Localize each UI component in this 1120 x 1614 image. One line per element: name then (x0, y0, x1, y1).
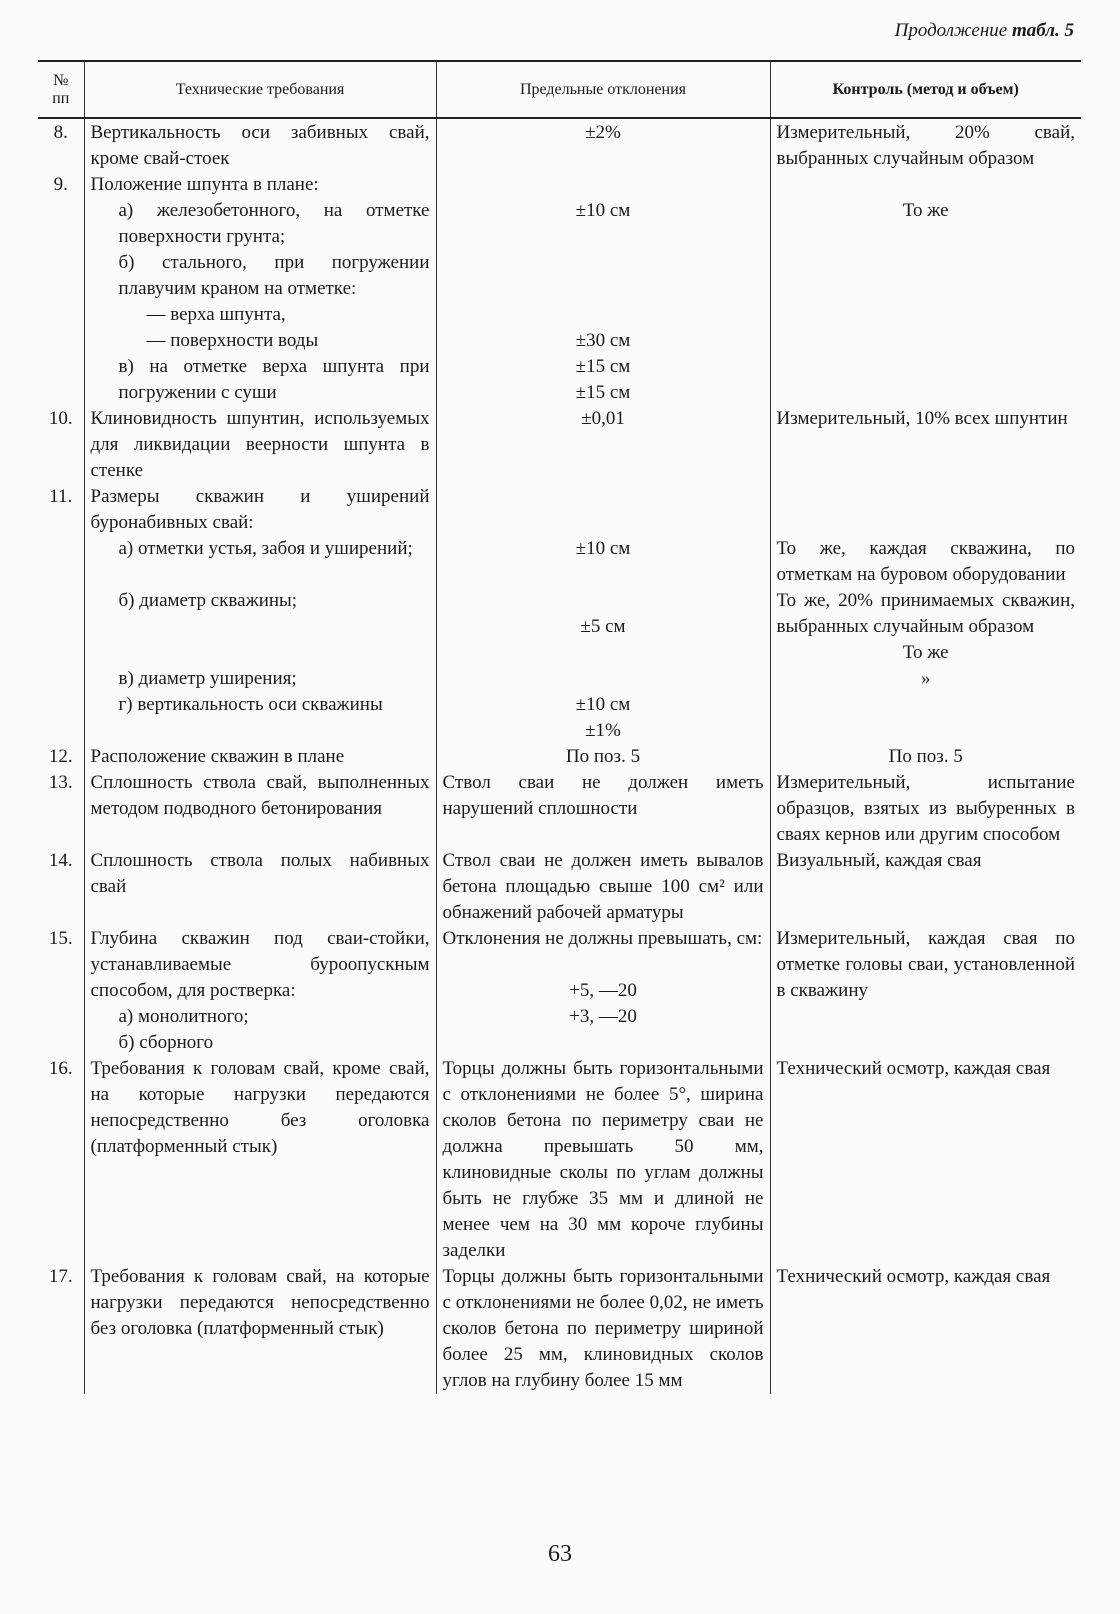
control-text: По поз. 5 (888, 746, 963, 767)
row-number: 11. (49, 486, 73, 507)
page-number: 63 (548, 1541, 572, 1567)
requirement-text: Расположение скважин в плане (90, 746, 345, 767)
requirement-text: Сплошность ствола свай, выполненных методом подводного бетонирования (90, 772, 430, 819)
requirement-text: — поверхности воды (146, 330, 319, 351)
control-cell (770, 1264, 1081, 1394)
row-number: 9. (53, 174, 68, 195)
control-cell (770, 1056, 1081, 1264)
requirement-text: Клиновидность шпунтин, используемых для ликвидации веерности шпунта в стенке (90, 408, 430, 481)
deviation-text: ±15 см (575, 356, 631, 377)
requirement-cell (84, 1264, 436, 1394)
control-text: То же, 20% принимаемых скважин, выбранных случайным образом (776, 590, 1075, 637)
row-number: 17. (48, 1266, 73, 1287)
control-text: То же, каждая скважина, по отметкам на буровом оборудовании (776, 538, 1075, 585)
deviation-text (443, 666, 764, 692)
control-text: Измерительный, испытание образцов, взятых из выбуренных в сваях кернов или другим способом (776, 772, 1075, 845)
deviation-cell (436, 118, 770, 172)
row-number: 14. (48, 850, 73, 871)
control-cell (770, 770, 1081, 848)
deviation-text: ±10 см (575, 694, 631, 715)
deviation-text: По поз. 5 (565, 746, 641, 767)
requirement-text: а) монолитного; (118, 1006, 249, 1027)
requirement-cell (84, 926, 436, 1056)
requirement-text (91, 562, 430, 588)
control-text: Измерительный, 10% всех шпунтин (776, 408, 1068, 429)
requirement-text: в) диаметр уширения; (118, 668, 297, 689)
control-cell (770, 118, 1081, 172)
requirement-cell (84, 172, 436, 406)
deviation-cell (436, 926, 770, 1056)
deviation-text: ±0,01 (581, 408, 625, 429)
table-row (38, 1056, 1081, 1264)
deviation-text (443, 276, 764, 302)
running-head-table-ref: табл. 5 (1011, 20, 1074, 41)
control-text: Визуальный, каждая свая (776, 850, 982, 871)
row-number: 13. (48, 772, 73, 793)
deviation-text (443, 588, 764, 614)
deviation-cell (436, 172, 770, 406)
control-cell (770, 744, 1081, 770)
deviation-cell (436, 744, 770, 770)
requirement-cell (84, 484, 436, 744)
requirement-cell (84, 770, 436, 848)
requirement-text: Требования к головам свай, кроме свай, на которые нагрузки передаются непосредственно без оголовка (платформенный стык) (90, 1058, 430, 1157)
requirement-text (91, 640, 430, 666)
deviation-text (443, 224, 764, 250)
running-head-prefix: Продолжение (894, 20, 1008, 41)
table-row (38, 848, 1081, 926)
deviation-cell (436, 406, 770, 484)
requirement-text: Положение шпунта в плане: (90, 174, 319, 195)
deviation-text: ±10 см (575, 200, 631, 221)
deviation-text: ±5 см (580, 616, 626, 637)
table-row (38, 744, 1081, 770)
header-control: Контроль (метод и объем) (770, 61, 1081, 118)
table-row (38, 406, 1081, 484)
deviation-text (443, 562, 764, 588)
requirement-text: Сплошность ствола полых набивных свай (90, 850, 430, 897)
requirement-cell (84, 848, 436, 926)
control-cell (770, 406, 1081, 484)
table-header-row (38, 61, 1081, 118)
requirements-table (38, 60, 1081, 1394)
header-number: № пп (38, 61, 84, 118)
deviation-text: ±10 см (575, 538, 631, 559)
requirement-cell (84, 1056, 436, 1264)
deviation-text: Отклонения не должны превышать, см: (442, 928, 763, 949)
table-body (38, 118, 1081, 1394)
deviation-text: Торцы должны быть горизонтальными с отклонениями не более 0,02, не иметь сколов бетона по периметру шириной более 25 мм, клиновидных сколов углов на глубину более 15 мм (442, 1266, 764, 1391)
requirement-text: Требования к головам свай, на которые нагрузки передаются непосредственно без оголовка (платформенный стык) (90, 1266, 430, 1339)
table-row (38, 484, 1081, 744)
deviation-text: Торцы должны быть горизонтальными с отклонениями не более 5°, ширина сколов бетона по периметру сваи не должна превышать 50 мм, клиновидные сколы по углам должны быть не глубже 35 мм и длиной не менее чем на 30 мм короче глубины заделки (442, 1058, 764, 1261)
row-number: 12. (48, 746, 73, 767)
deviation-text (443, 172, 764, 198)
table-row (38, 926, 1081, 1056)
deviation-text (443, 302, 764, 328)
deviation-text (443, 510, 764, 536)
deviation-text: ±2% (585, 122, 621, 143)
deviation-text (443, 952, 764, 978)
table-row (38, 1264, 1081, 1394)
requirement-text: б) стального, при погружении плавучим краном на отметке: (118, 252, 430, 299)
requirement-text: г) вертикальность оси скважины (118, 694, 383, 715)
deviation-text (443, 250, 764, 276)
deviation-text (443, 484, 764, 510)
requirement-text: Размеры скважин и уширений буронабивных свай: (90, 486, 430, 533)
deviation-cell (436, 484, 770, 744)
table-row (38, 172, 1081, 406)
deviation-text: ±1% (585, 720, 621, 741)
requirement-text: Глубина скважин под сваи-стойки, устанавливаемые буроопускным способом, для ростверка: (90, 928, 430, 1001)
requirement-cell (84, 118, 436, 172)
deviation-text: +3, —20 (569, 1006, 637, 1027)
requirement-text: в) на отметке верха шпунта при погружении с суши (118, 356, 430, 403)
deviation-cell (436, 848, 770, 926)
requirement-cell (84, 406, 436, 484)
table-row (38, 770, 1081, 848)
deviation-cell (436, 1056, 770, 1264)
control-text (777, 510, 1076, 536)
requirement-text: б) сборного (118, 1032, 214, 1053)
control-text: » (921, 668, 931, 689)
row-number: 16. (48, 1058, 73, 1079)
requirement-text: Вертикальность оси забивных свай, кроме свай-стоек (90, 122, 430, 169)
row-number: 15. (48, 928, 73, 949)
deviation-cell (436, 1264, 770, 1394)
control-text: Технический осмотр, каждая свая (776, 1266, 1051, 1287)
requirement-text: а) отметки устья, забоя и уширений; (118, 538, 413, 559)
deviation-text (443, 640, 764, 666)
requirement-text: а) железобетонного, на отметке поверхности грунта; (118, 200, 430, 247)
deviation-cell (436, 770, 770, 848)
control-cell (770, 172, 1081, 406)
table-row (38, 118, 1081, 172)
running-head (895, 20, 1074, 42)
header-requirements: Технические требования (84, 61, 436, 118)
control-text: То же (902, 200, 949, 221)
requirement-text: — верха шпунта, (146, 304, 286, 325)
control-text (777, 484, 1076, 510)
deviation-text: ±15 см (575, 382, 631, 403)
row-number: 8. (53, 122, 68, 143)
control-text: Технический осмотр, каждая свая (776, 1058, 1051, 1079)
header-deviations: Предельные отклонения (436, 61, 770, 118)
control-text (777, 172, 1076, 198)
requirement-cell (84, 744, 436, 770)
control-cell (770, 926, 1081, 1056)
control-text: То же (902, 642, 949, 663)
deviation-text: Ствол сваи не должен иметь нарушений сплошности (442, 772, 764, 819)
requirement-text: б) диаметр скважины; (118, 590, 298, 611)
control-text: Измерительный, 20% свай, выбранных случайным образом (776, 122, 1075, 169)
control-cell (770, 848, 1081, 926)
deviation-text: Ствол сваи не должен иметь вывалов бетона площадью свыше 100 см² или обнажений рабочей арматуры (442, 850, 764, 923)
deviation-text: ±30 см (575, 330, 631, 351)
control-text: Измерительный, каждая свая по отметке головы сваи, установленной в скважину (776, 928, 1075, 1001)
requirement-text (91, 614, 430, 640)
row-number: 10. (48, 408, 73, 429)
control-cell (770, 484, 1081, 744)
deviation-text: +5, —20 (569, 980, 637, 1001)
